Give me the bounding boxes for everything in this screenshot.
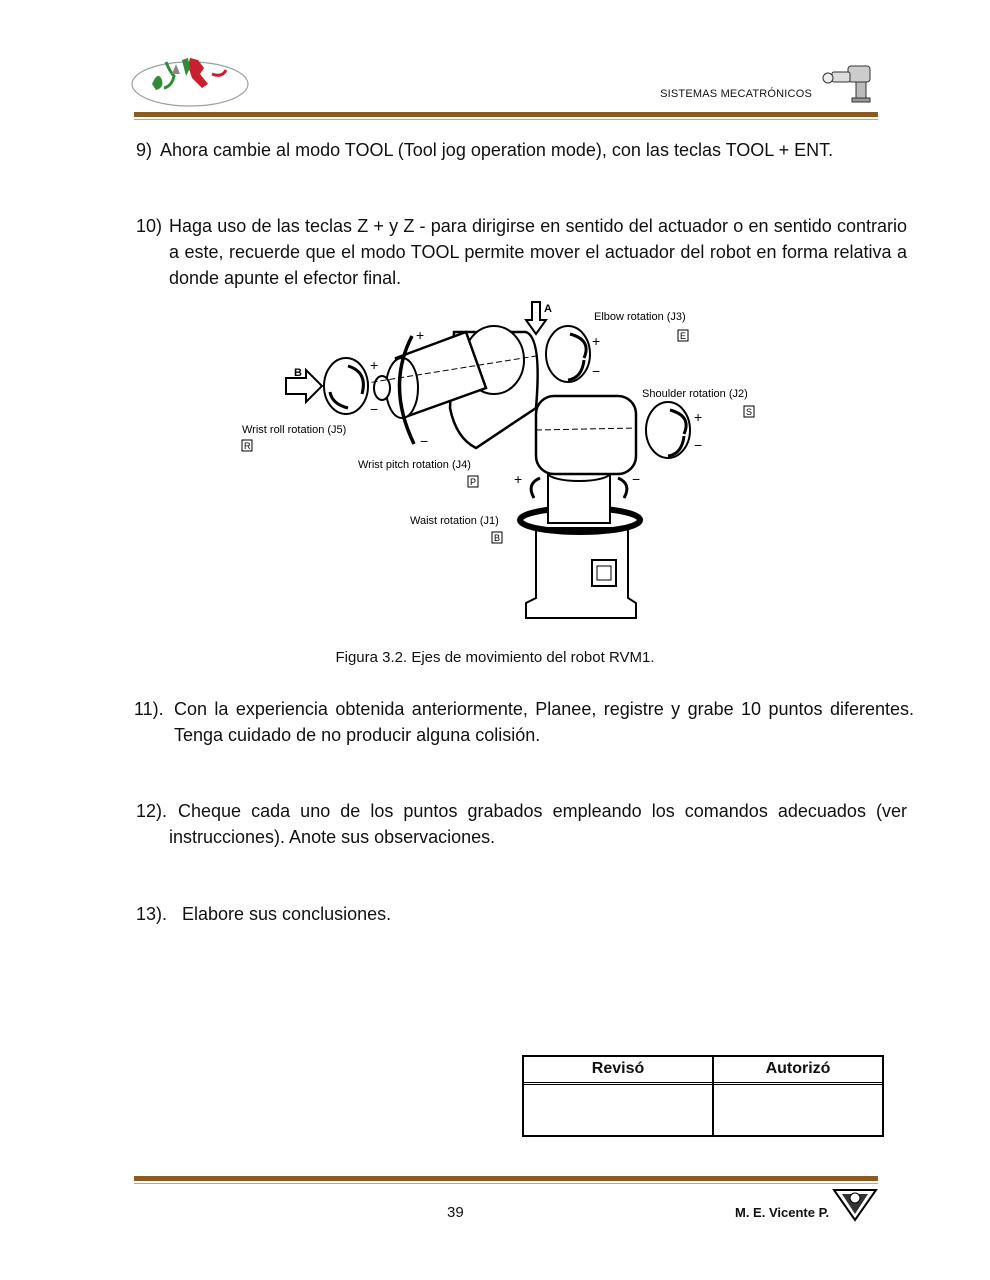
label-wrist-pitch-key: P [470, 477, 477, 487]
column-header-autorizo: Autorizó [765, 1060, 831, 1077]
step-10 [136, 213, 907, 291]
robot-axes-figure [236, 298, 766, 640]
step-number: 10) [136, 216, 163, 236]
step-13 [136, 901, 874, 927]
step-text: Cheque cada uno de los puntos grabados empleando los comandos adecuados (ver instrucciones). Anote sus observaciones. [169, 801, 907, 847]
page-number: 39 [447, 1204, 464, 1221]
step-12 [136, 798, 907, 850]
column-header-reviso: Revisó [591, 1060, 645, 1077]
label-minus: − [370, 401, 379, 417]
footer-rule-thin [134, 1183, 878, 1184]
label-elbow: Elbow rotation (J3) [594, 311, 686, 323]
footer-emblem-icon [832, 1186, 878, 1222]
step-11 [134, 696, 914, 748]
figure-caption: Figura 3.2. Ejes de movimiento del robot RVM1. [335, 649, 655, 666]
step-number: 12). [136, 801, 168, 821]
label-waist-key: B [494, 533, 501, 543]
header-rule [134, 112, 878, 117]
label-minus: − [632, 471, 641, 487]
label-wrist-pitch: Wrist pitch rotation (J4) [358, 459, 471, 471]
step-number: 9) [136, 140, 153, 160]
label-a: A [544, 303, 552, 315]
step-text: Elabore sus conclusiones. [182, 904, 392, 924]
label-shoulder: Shoulder rotation (J2) [642, 388, 748, 400]
step-text: Con la experiencia obtenida anteriormente, Planee, registre y grabe 10 puntos diferentes. Tenga cuidado de no producir alguna colisión. [174, 699, 914, 745]
label-shoulder-key: S [746, 407, 753, 417]
label-minus: − [592, 363, 601, 379]
label-wrist-roll: Wrist roll rotation (J5) [242, 424, 347, 436]
label-minus: − [420, 433, 429, 449]
label-plus: + [416, 327, 425, 343]
step-text: Ahora cambie al modo TOOL (Tool jog operation mode), con las teclas TOOL + ENT. [160, 140, 834, 160]
label-minus: − [694, 437, 703, 453]
institution-logo-icon [128, 44, 252, 110]
label-plus: + [514, 471, 523, 487]
header-rule-thin [134, 119, 878, 120]
step-number: 11). [134, 699, 164, 719]
signature-table [522, 1055, 884, 1137]
label-plus: + [592, 333, 601, 349]
label-elbow-key: E [680, 331, 687, 341]
step-9 [136, 137, 874, 163]
label-b: B [294, 367, 302, 379]
step-text: Haga uso de las teclas Z + y Z - para dirigirse en sentido del actuador o en sentido contrario a este, recuerde que el modo TOOL permite mover el actuador del robot en forma relativa a donde apunte el efector final. [169, 216, 907, 288]
footer-rule [134, 1176, 878, 1181]
header-title: SISTEMAS MECATRÓNICOS [660, 88, 812, 100]
label-plus: + [370, 357, 379, 373]
step-number: 13). [136, 904, 168, 924]
robot-arm-icon [818, 56, 880, 104]
author-name: M. E. Vicente P. [735, 1205, 830, 1220]
label-wrist-roll-key: R [244, 441, 251, 451]
label-plus: + [694, 409, 703, 425]
label-waist: Waist rotation (J1) [410, 515, 499, 527]
table-column-divider [712, 1057, 714, 1135]
table-header-divider [524, 1082, 882, 1085]
